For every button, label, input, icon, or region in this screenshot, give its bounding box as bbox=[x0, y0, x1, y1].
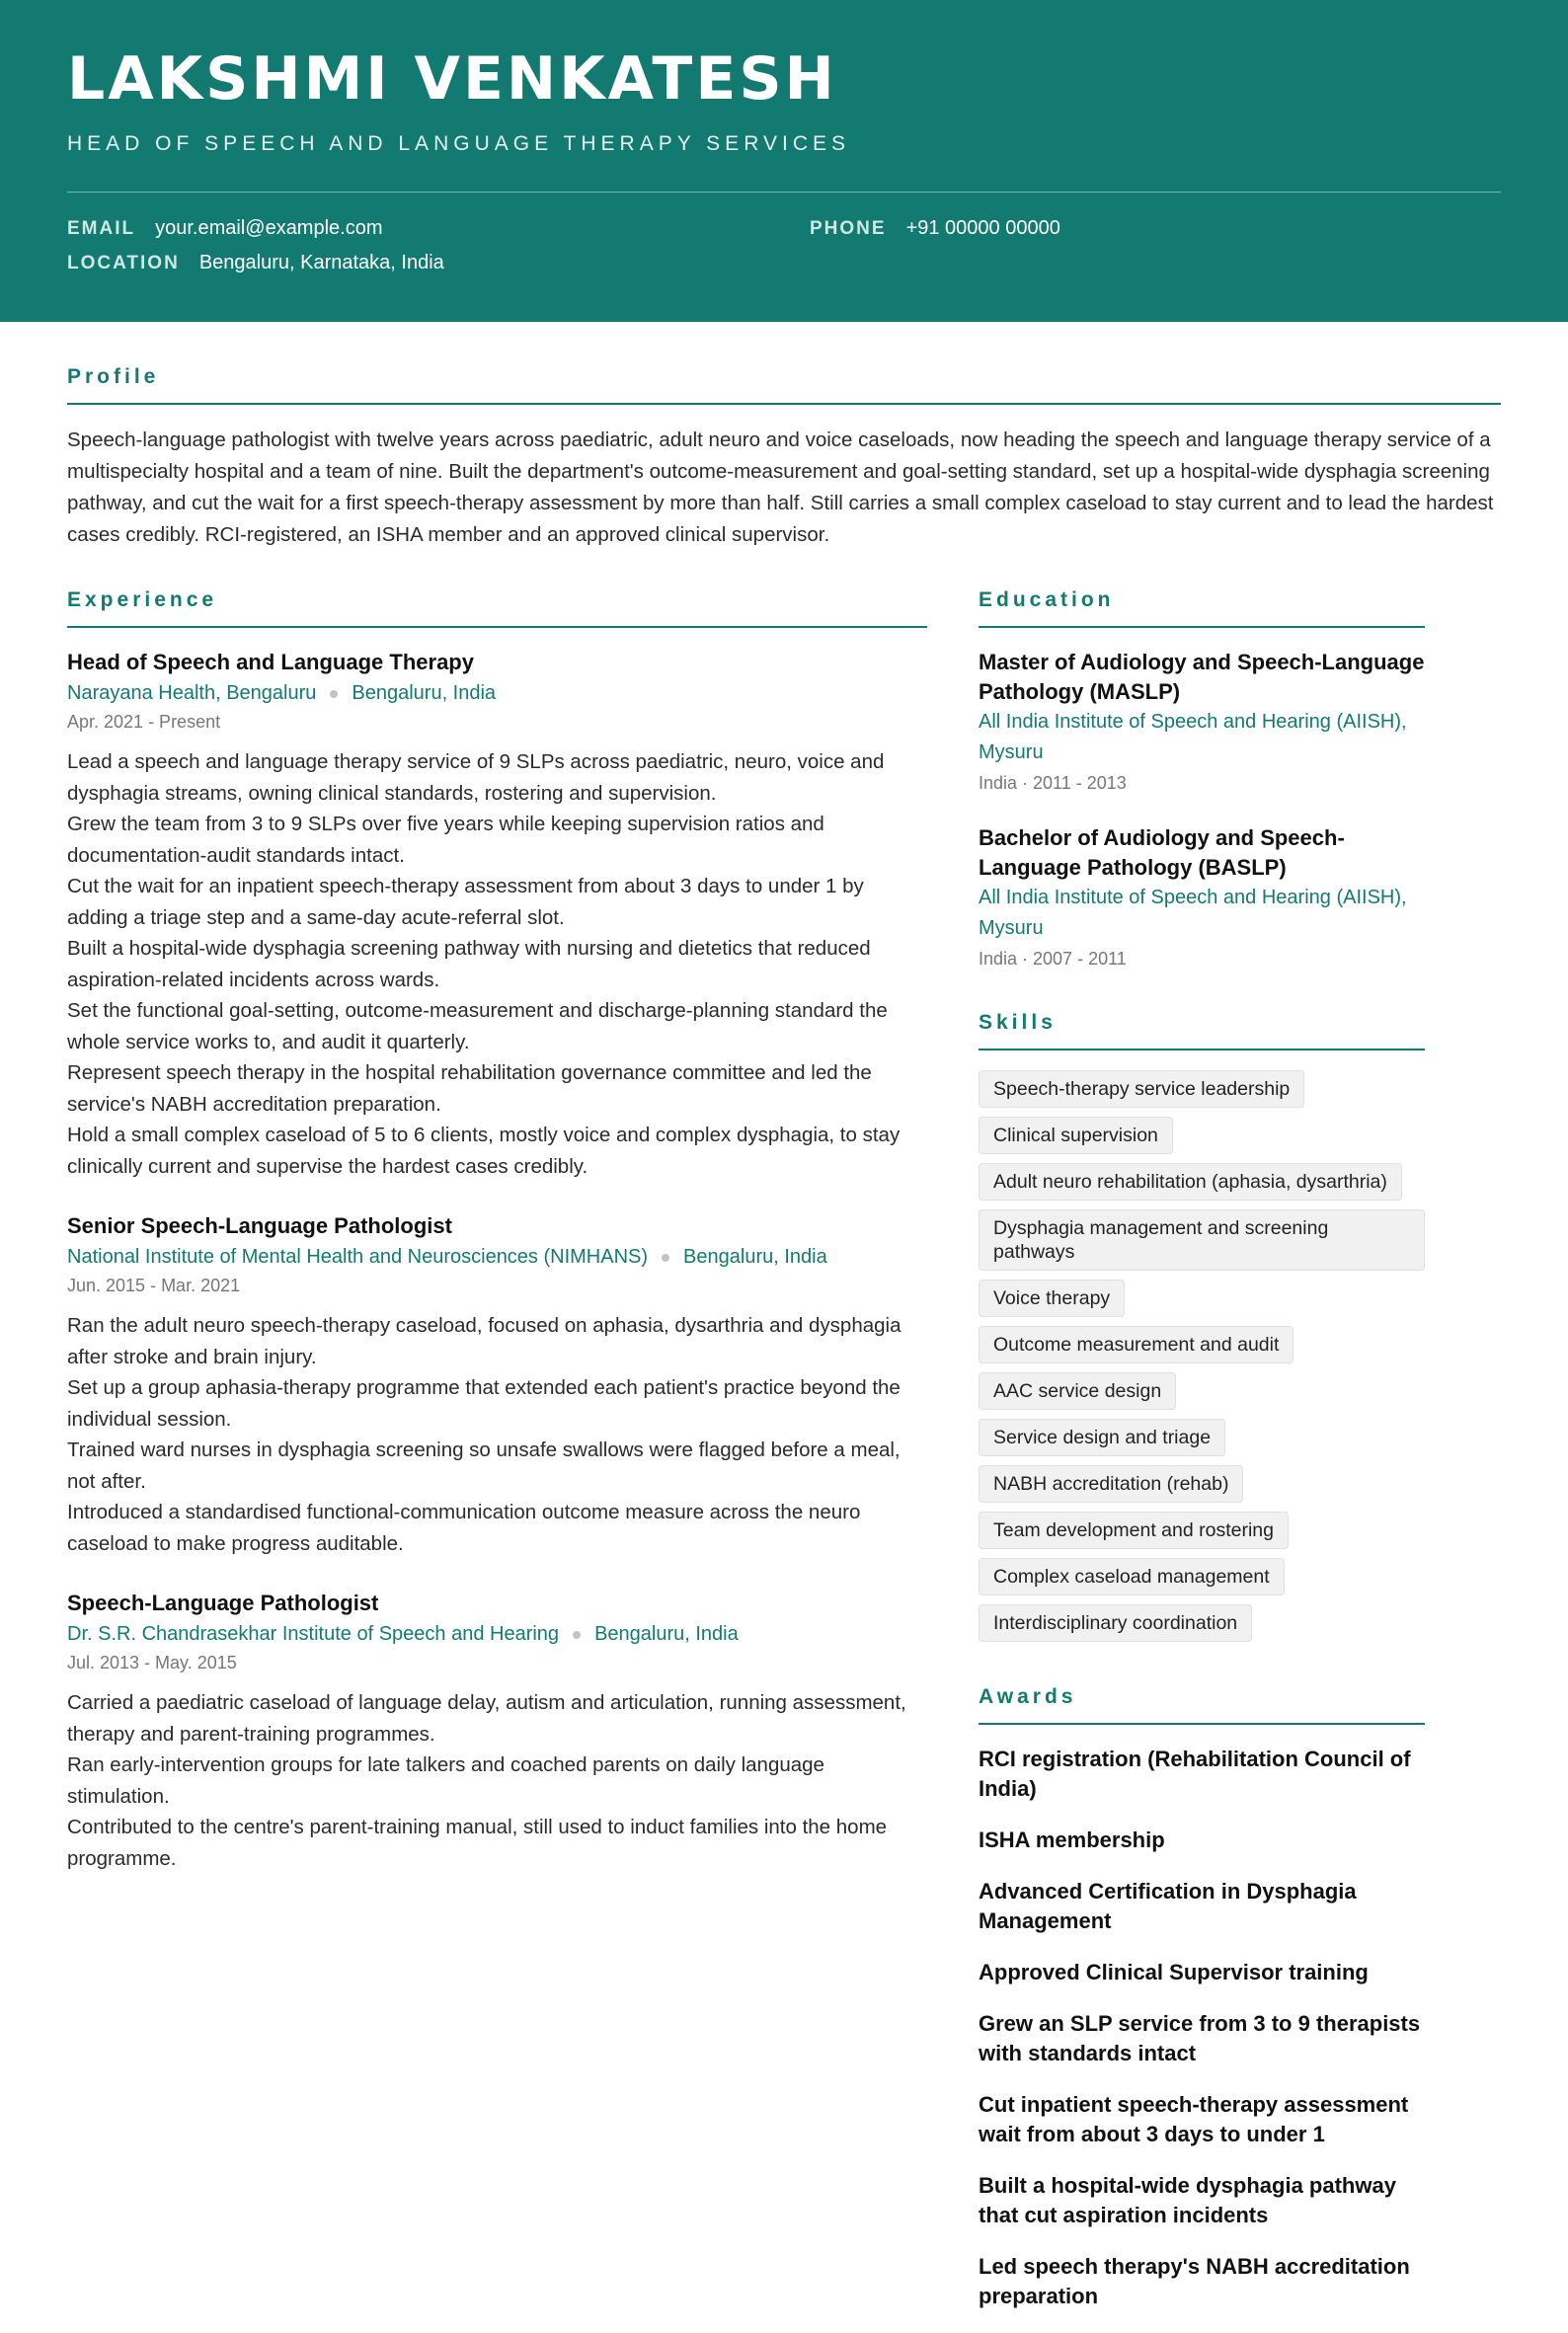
separator-dot-icon bbox=[330, 690, 338, 698]
job-bullet: Contributed to the centre's parent-training manual, still used to induct families into the home programme. bbox=[67, 1816, 888, 1870]
job-bullet: Set the functional goal-setting, outcome-measurement and discharge-planning standard the whole service works to, and audit it quarterly. bbox=[67, 999, 888, 1053]
job-bullet: Set up a group aphasia-therapy programme that extended each patient's practice beyond the individual session. bbox=[67, 1376, 901, 1431]
section-heading: Education bbox=[979, 588, 1425, 628]
job-title: Speech-Language Pathologist bbox=[67, 1591, 379, 1615]
job-bullet: Hold a small complex caseload of 5 to 6 clients, mostly voice and complex dysphagia, to stay clinically current and supervise the hardest cases credibly. bbox=[67, 1124, 901, 1178]
skill-tag: Team development and rostering bbox=[979, 1512, 1289, 1549]
job-bullet: Lead a speech and language therapy service of 9 SLPs across paediatric, neuro, voice and dysphagia streams, owning clinical standards, rostering and supervision. bbox=[67, 750, 885, 805]
award-item: Approved Clinical Supervisor training bbox=[979, 1960, 1369, 1984]
job-location: Bengaluru, India bbox=[352, 682, 497, 704]
skill-tag: Speech-therapy service leadership bbox=[979, 1070, 1304, 1108]
award-item: RCI registration (Rehabilitation Council of India) bbox=[979, 1747, 1411, 1801]
contact-value: Bengaluru, Karnataka, India bbox=[198, 252, 444, 273]
contact-label: PHONE bbox=[810, 218, 887, 239]
job-meta bbox=[67, 1241, 927, 1273]
skill-tag: AAC service design bbox=[979, 1372, 1176, 1410]
section-heading: Skills bbox=[979, 1011, 1425, 1050]
experience-section bbox=[67, 588, 927, 2333]
education-entry bbox=[979, 823, 1425, 973]
two-column-layout bbox=[67, 588, 1501, 2333]
resume-body bbox=[0, 322, 1568, 2333]
job-organization: Dr. S.R. Chandrasekhar Institute of Speech and Hearing bbox=[67, 1623, 560, 1645]
school-name: All India Institute of Speech and Hearing (AIISH), Mysuru bbox=[979, 887, 1407, 939]
job-location: Bengaluru, India bbox=[594, 1623, 739, 1645]
job-list bbox=[67, 648, 927, 1874]
profile-text: Speech-language pathologist with twelve years across paediatric, adult neuro and voice caseloads, now heading the speech and language therapy service of a multispecialty hospital and a team of nine. Built the department's outcome-measurement and goal-setting standard, set up a hospital-wide dysphagia screening pathway, and cut the wait for a first speech-therapy assessment by more than half. Still carries a small complex caseload to stay current and to lead the hardest cases credibly. RCI-registered, an ISHA member and an approved clinical supervisor. bbox=[67, 428, 1494, 546]
contact-list bbox=[67, 217, 1501, 274]
school-name: All India Institute of Speech and Hearing (AIISH), Mysuru bbox=[979, 711, 1407, 763]
education-meta: India · 2011 - 2013 bbox=[979, 773, 1127, 793]
award-item: Led speech therapy's NABH accreditation preparation bbox=[979, 2254, 1410, 2308]
contact-label: EMAIL bbox=[67, 218, 136, 239]
job-entry bbox=[67, 648, 927, 1182]
education-list bbox=[979, 648, 1425, 973]
job-entry bbox=[67, 1211, 927, 1559]
award-item: Advanced Certification in Dysphagia Management bbox=[979, 1879, 1357, 1933]
job-bullet: Built a hospital-wide dysphagia screening pathway with nursing and dietetics that reduced aspiration-related incidents across wards. bbox=[67, 937, 871, 991]
education-entry bbox=[979, 648, 1425, 798]
job-bullet: Cut the wait for an inpatient speech-therapy assessment from about 3 days to under 1 by adding a triage step and a same-day acute-referral slot. bbox=[67, 875, 864, 929]
job-organization: Narayana Health, Bengaluru bbox=[67, 682, 317, 704]
contact-label: LOCATION bbox=[67, 253, 180, 273]
skill-tag: Outcome measurement and audit bbox=[979, 1326, 1294, 1363]
candidate-name: LAKSHMI VENKATESH bbox=[67, 44, 837, 114]
award-item: Cut inpatient speech-therapy assessment wait from about 3 days to under 1 bbox=[979, 2092, 1409, 2146]
job-bullet: Trained ward nurses in dysphagia screening so unsafe swallows were flagged before a meal, not after. bbox=[67, 1439, 901, 1493]
job-meta bbox=[67, 1618, 927, 1650]
education-meta: India · 2007 - 2011 bbox=[979, 949, 1127, 969]
job-entry bbox=[67, 1589, 927, 1874]
separator-dot-icon bbox=[662, 1254, 669, 1262]
candidate-title: HEAD OF SPEECH AND LANGUAGE THERAPY SERVICES bbox=[67, 132, 850, 155]
skill-tag: NABH accreditation (rehab) bbox=[979, 1465, 1243, 1503]
contact-value[interactable]: your.email@example.com bbox=[155, 217, 383, 239]
contact-value[interactable]: +91 00000 00000 bbox=[905, 217, 1060, 239]
job-bullet: Grew the team from 3 to 9 SLPs over five years while keeping supervision ratios and documentation-audit standards intact. bbox=[67, 813, 824, 867]
section-heading: Experience bbox=[67, 588, 927, 628]
skill-tag: Adult neuro rehabilitation (aphasia, dysarthria) bbox=[979, 1163, 1402, 1201]
job-title: Head of Speech and Language Therapy bbox=[67, 650, 474, 674]
job-bullet: Represent speech therapy in the hospital rehabilitation governance committee and led the service's NABH accreditation preparation. bbox=[67, 1061, 872, 1116]
job-bullet: Introduced a standardised functional-communication outcome measure across the neuro caseload to make progress auditable. bbox=[67, 1501, 861, 1555]
award-item: Built a hospital-wide dysphagia pathway that cut aspiration incidents bbox=[979, 2173, 1396, 2227]
job-meta bbox=[67, 677, 927, 709]
award-item: Grew an SLP service from 3 to 9 therapists with standards intact bbox=[979, 2011, 1421, 2065]
job-bullet: Ran the adult neuro speech-therapy caseload, focused on aphasia, dysarthria and dysphagia after stroke and brain injury. bbox=[67, 1314, 902, 1368]
job-dates: Jul. 2013 - May. 2015 bbox=[67, 1653, 237, 1672]
profile-section bbox=[67, 365, 1501, 551]
resume-header bbox=[0, 0, 1568, 322]
skill-tag: Dysphagia management and screening pathways bbox=[979, 1209, 1425, 1271]
job-organization: National Institute of Mental Health and Neurosciences (NIMHANS) bbox=[67, 1246, 649, 1268]
job-title: Senior Speech-Language Pathologist bbox=[67, 1213, 452, 1238]
job-bullet: Ran early-intervention groups for late talkers and coached parents on daily language stimulation. bbox=[67, 1753, 824, 1808]
job-location: Bengaluru, India bbox=[683, 1246, 827, 1268]
skill-tag: Interdisciplinary coordination bbox=[979, 1604, 1252, 1642]
contact-phone bbox=[810, 217, 1501, 240]
job-bullet: Carried a paediatric caseload of language delay, autism and articulation, running assessment, therapy and parent-training programmes. bbox=[67, 1691, 906, 1746]
section-heading: Awards bbox=[979, 1685, 1425, 1725]
skills-list bbox=[979, 1070, 1425, 1642]
sidebar-column bbox=[979, 588, 1425, 2333]
section-heading: Profile bbox=[67, 365, 1501, 405]
job-dates: Jun. 2015 - Mar. 2021 bbox=[67, 1276, 241, 1295]
awards-list bbox=[979, 1745, 1425, 2311]
skill-tag: Service design and triage bbox=[979, 1419, 1225, 1456]
degree-name: Bachelor of Audiology and Speech-Language Pathology (BASLP) bbox=[979, 825, 1345, 880]
separator-dot-icon bbox=[573, 1631, 581, 1639]
contact-location bbox=[67, 252, 810, 274]
skill-tag: Clinical supervision bbox=[979, 1117, 1173, 1154]
skill-tag: Voice therapy bbox=[979, 1280, 1125, 1317]
degree-name: Master of Audiology and Speech-Language Pathology (MASLP) bbox=[979, 650, 1425, 704]
skill-tag: Complex caseload management bbox=[979, 1558, 1285, 1595]
award-item: ISHA membership bbox=[979, 1828, 1165, 1852]
header-divider bbox=[67, 192, 1501, 193]
job-dates: Apr. 2021 - Present bbox=[67, 712, 221, 732]
contact-email bbox=[67, 217, 810, 240]
